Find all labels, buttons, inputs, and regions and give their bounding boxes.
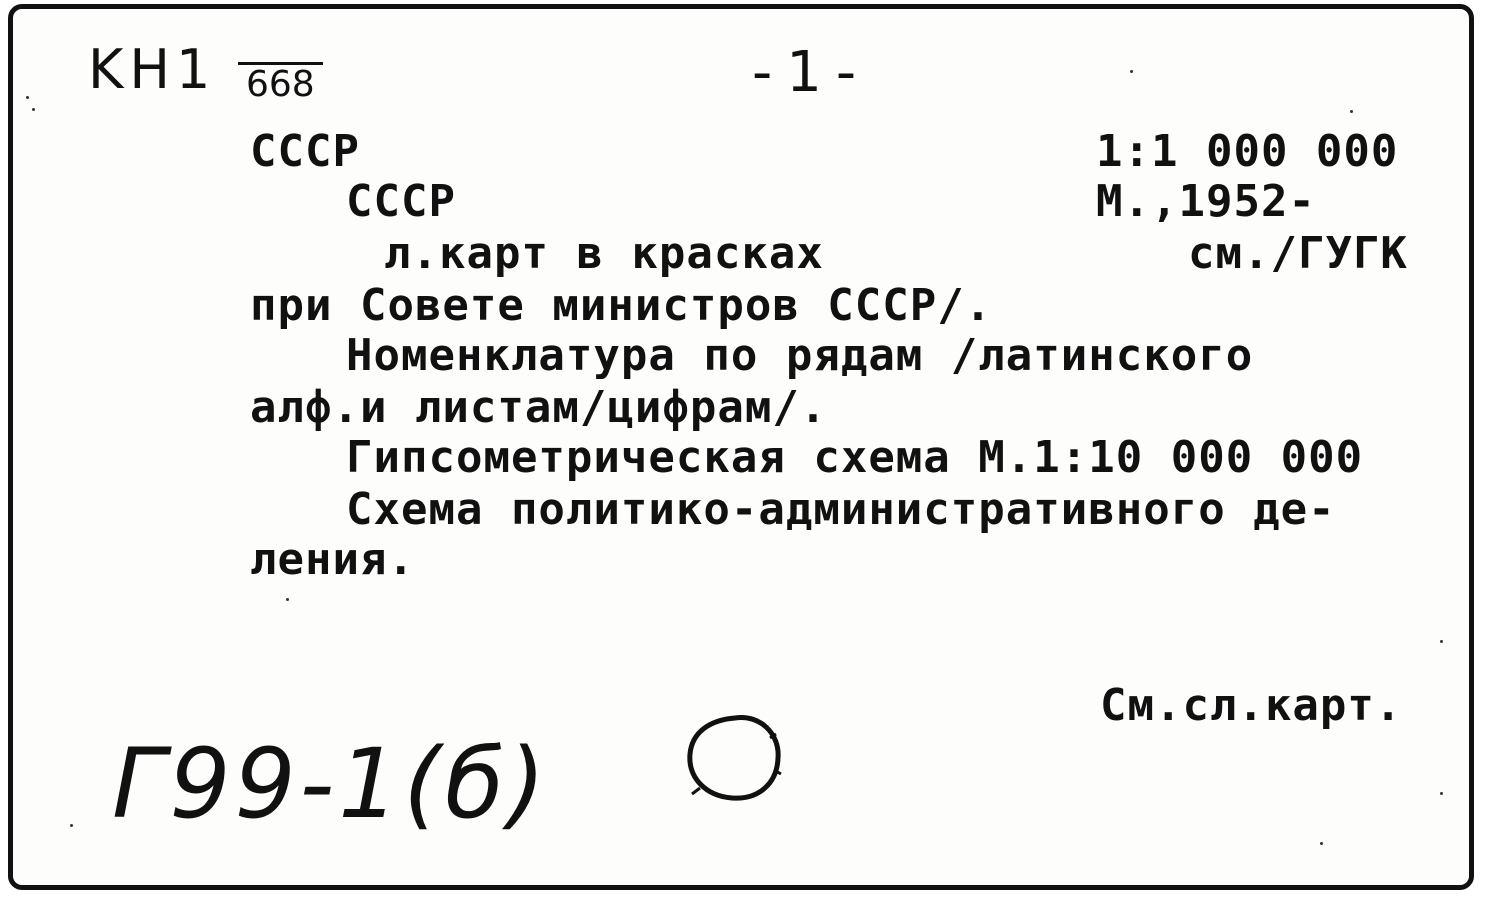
publisher-b: при Совете министров СССР/. — [250, 280, 993, 331]
title: СССР — [346, 176, 456, 227]
shelf-mark: Г99-1(б) — [112, 728, 550, 840]
catalog-number: 668 — [238, 62, 323, 105]
sheets: л.карт в красках — [384, 228, 824, 279]
see-next: См.сл.карт. — [1100, 680, 1403, 731]
publisher-a: см./ГУГК — [1188, 228, 1408, 279]
note3-a: Схема политико-административного де- — [346, 484, 1336, 535]
note2: Гипсометрическая схема М.1:10 000 000 — [346, 432, 1364, 483]
scale: 1:1 000 000 — [1096, 126, 1399, 177]
page-number: -1- — [752, 40, 871, 105]
note3-b: ления. — [250, 534, 415, 585]
note1-b: алф.и листам/цифрам/. — [250, 382, 828, 433]
catalog-code: KH1 — [88, 38, 217, 101]
punch-hole-icon — [680, 708, 790, 808]
note1-a: Номенклатура по рядам /латинского — [346, 330, 1254, 381]
country-heading: СССР — [250, 126, 360, 177]
publication: М.,1952- — [1096, 176, 1316, 227]
